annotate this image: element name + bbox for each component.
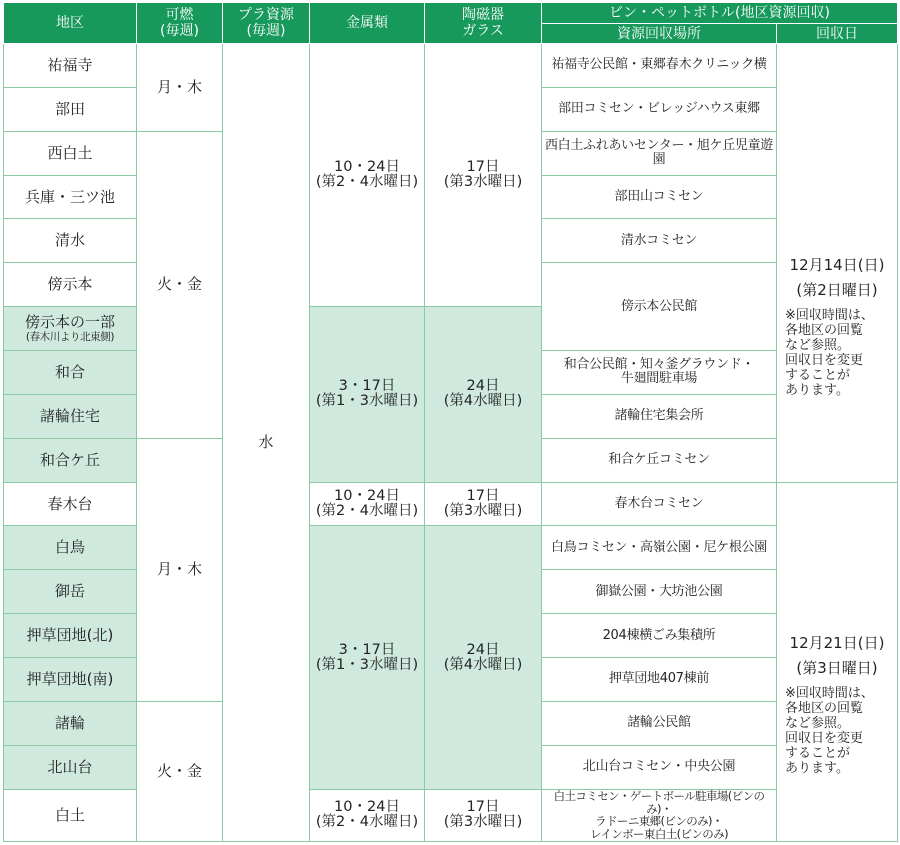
metal-cell: 10・24日 (第2・4水曜日) [310,44,425,307]
district-cell: 白土 [4,789,137,841]
ceramic-cell: 17日 (第3水曜日) [425,482,542,526]
district-cell: 和合ケ丘 [4,438,137,482]
header-bottles: ビン・ペットボトル(地区資源回収) [542,3,898,24]
header-ceramic: 陶磁器 ガラス [425,3,542,44]
table-row [4,44,898,88]
district-cell: 諸輪住宅 [4,394,137,438]
district-cell: 諸輪 [4,701,137,745]
metal-cell: 10・24日 (第2・4水曜日) [310,482,425,526]
ceramic-cell: 24日 (第4水曜日) [425,307,542,482]
metal-cell: 3・17日 (第1・3水曜日) [310,307,425,482]
header-location: 資源回収場所 [542,24,777,44]
district-cell: 祐福寺 [4,44,137,88]
plastic-cell: 水 [223,44,310,842]
metal-cell: 10・24日 (第2・4水曜日) [310,789,425,841]
district-cell: 兵庫・三ツ池 [4,175,137,219]
location-cell: 北山台コミセン・中央公園 [542,745,777,789]
location-cell: 部田山コミセン [542,175,777,219]
location-cell: 傍示本公民館 [542,263,777,351]
location-cell: 清水コミセン [542,219,777,263]
location-cell: 白鳥コミセン・高嶺公園・尼ケ根公園 [542,526,777,570]
burnable-cell: 月・木 [137,44,223,132]
collection-date-cell: 12月14日(日) (第2日曜日) ※回収時間は、 各地区の回覧 など参照。 回収日を変更 することが あります。 [777,44,898,483]
header-plastic: プラ資源 (毎週) [223,3,310,44]
ceramic-cell: 17日 (第3水曜日) [425,44,542,307]
location-cell: 和合公民館・知々釜グラウンド・ 牛廻間駐車場 [542,351,777,395]
location-cell: 祐福寺公民館・東郷春木クリニック横 [542,44,777,88]
district-cell: 部田 [4,87,137,131]
header-metal: 金属類 [310,3,425,44]
location-cell: 諸輪住宅集会所 [542,394,777,438]
location-cell: 白土コミセン・ゲートボール駐車場(ビンのみ)・ ラドーニ東郷(ビンのみ)・ レインボー東白土(ビンのみ) [542,789,777,841]
district-cell: 押草団地(北) [4,614,137,658]
ceramic-cell: 17日 (第3水曜日) [425,789,542,841]
location-cell: 西白土ふれあいセンター・旭ケ丘児童遊園 [542,131,777,175]
ceramic-cell: 24日 (第4水曜日) [425,526,542,789]
district-cell: 和合 [4,351,137,395]
location-cell: 204棟横ごみ集積所 [542,614,777,658]
district-cell: 押草団地(南) [4,658,137,702]
collection-date-cell: 12月21日(日) (第3日曜日) ※回収時間は、 各地区の回覧 など参照。 回収日を変更 することが あります。 [777,482,898,841]
burnable-cell: 月・木 [137,438,223,701]
location-cell: 押草団地407棟前 [542,658,777,702]
metal-cell: 3・17日 (第1・3水曜日) [310,526,425,789]
burnable-cell: 火・金 [137,131,223,438]
header-burnable: 可燃 (毎週) [137,3,223,44]
district-cell: 春木台 [4,482,137,526]
district-cell: 清水 [4,219,137,263]
district-cell: 傍示本 [4,263,137,307]
district-cell: 西白土 [4,131,137,175]
location-cell: 諸輪公民館 [542,701,777,745]
location-cell: 和合ケ丘コミセン [542,438,777,482]
location-cell: 春木台コミセン [542,482,777,526]
district-cell: 白鳥 [4,526,137,570]
district-cell: 御岳 [4,570,137,614]
collection-schedule-table [3,2,898,842]
district-cell: 傍示本の一部 (春木川より北東側) [4,307,137,351]
district-cell: 北山台 [4,745,137,789]
header-district: 地区 [4,3,137,44]
header-date: 回収日 [777,24,898,44]
location-cell: 御嶽公園・大坊池公園 [542,570,777,614]
location-cell: 部田コミセン・ビレッジハウス東郷 [542,87,777,131]
burnable-cell: 火・金 [137,701,223,841]
